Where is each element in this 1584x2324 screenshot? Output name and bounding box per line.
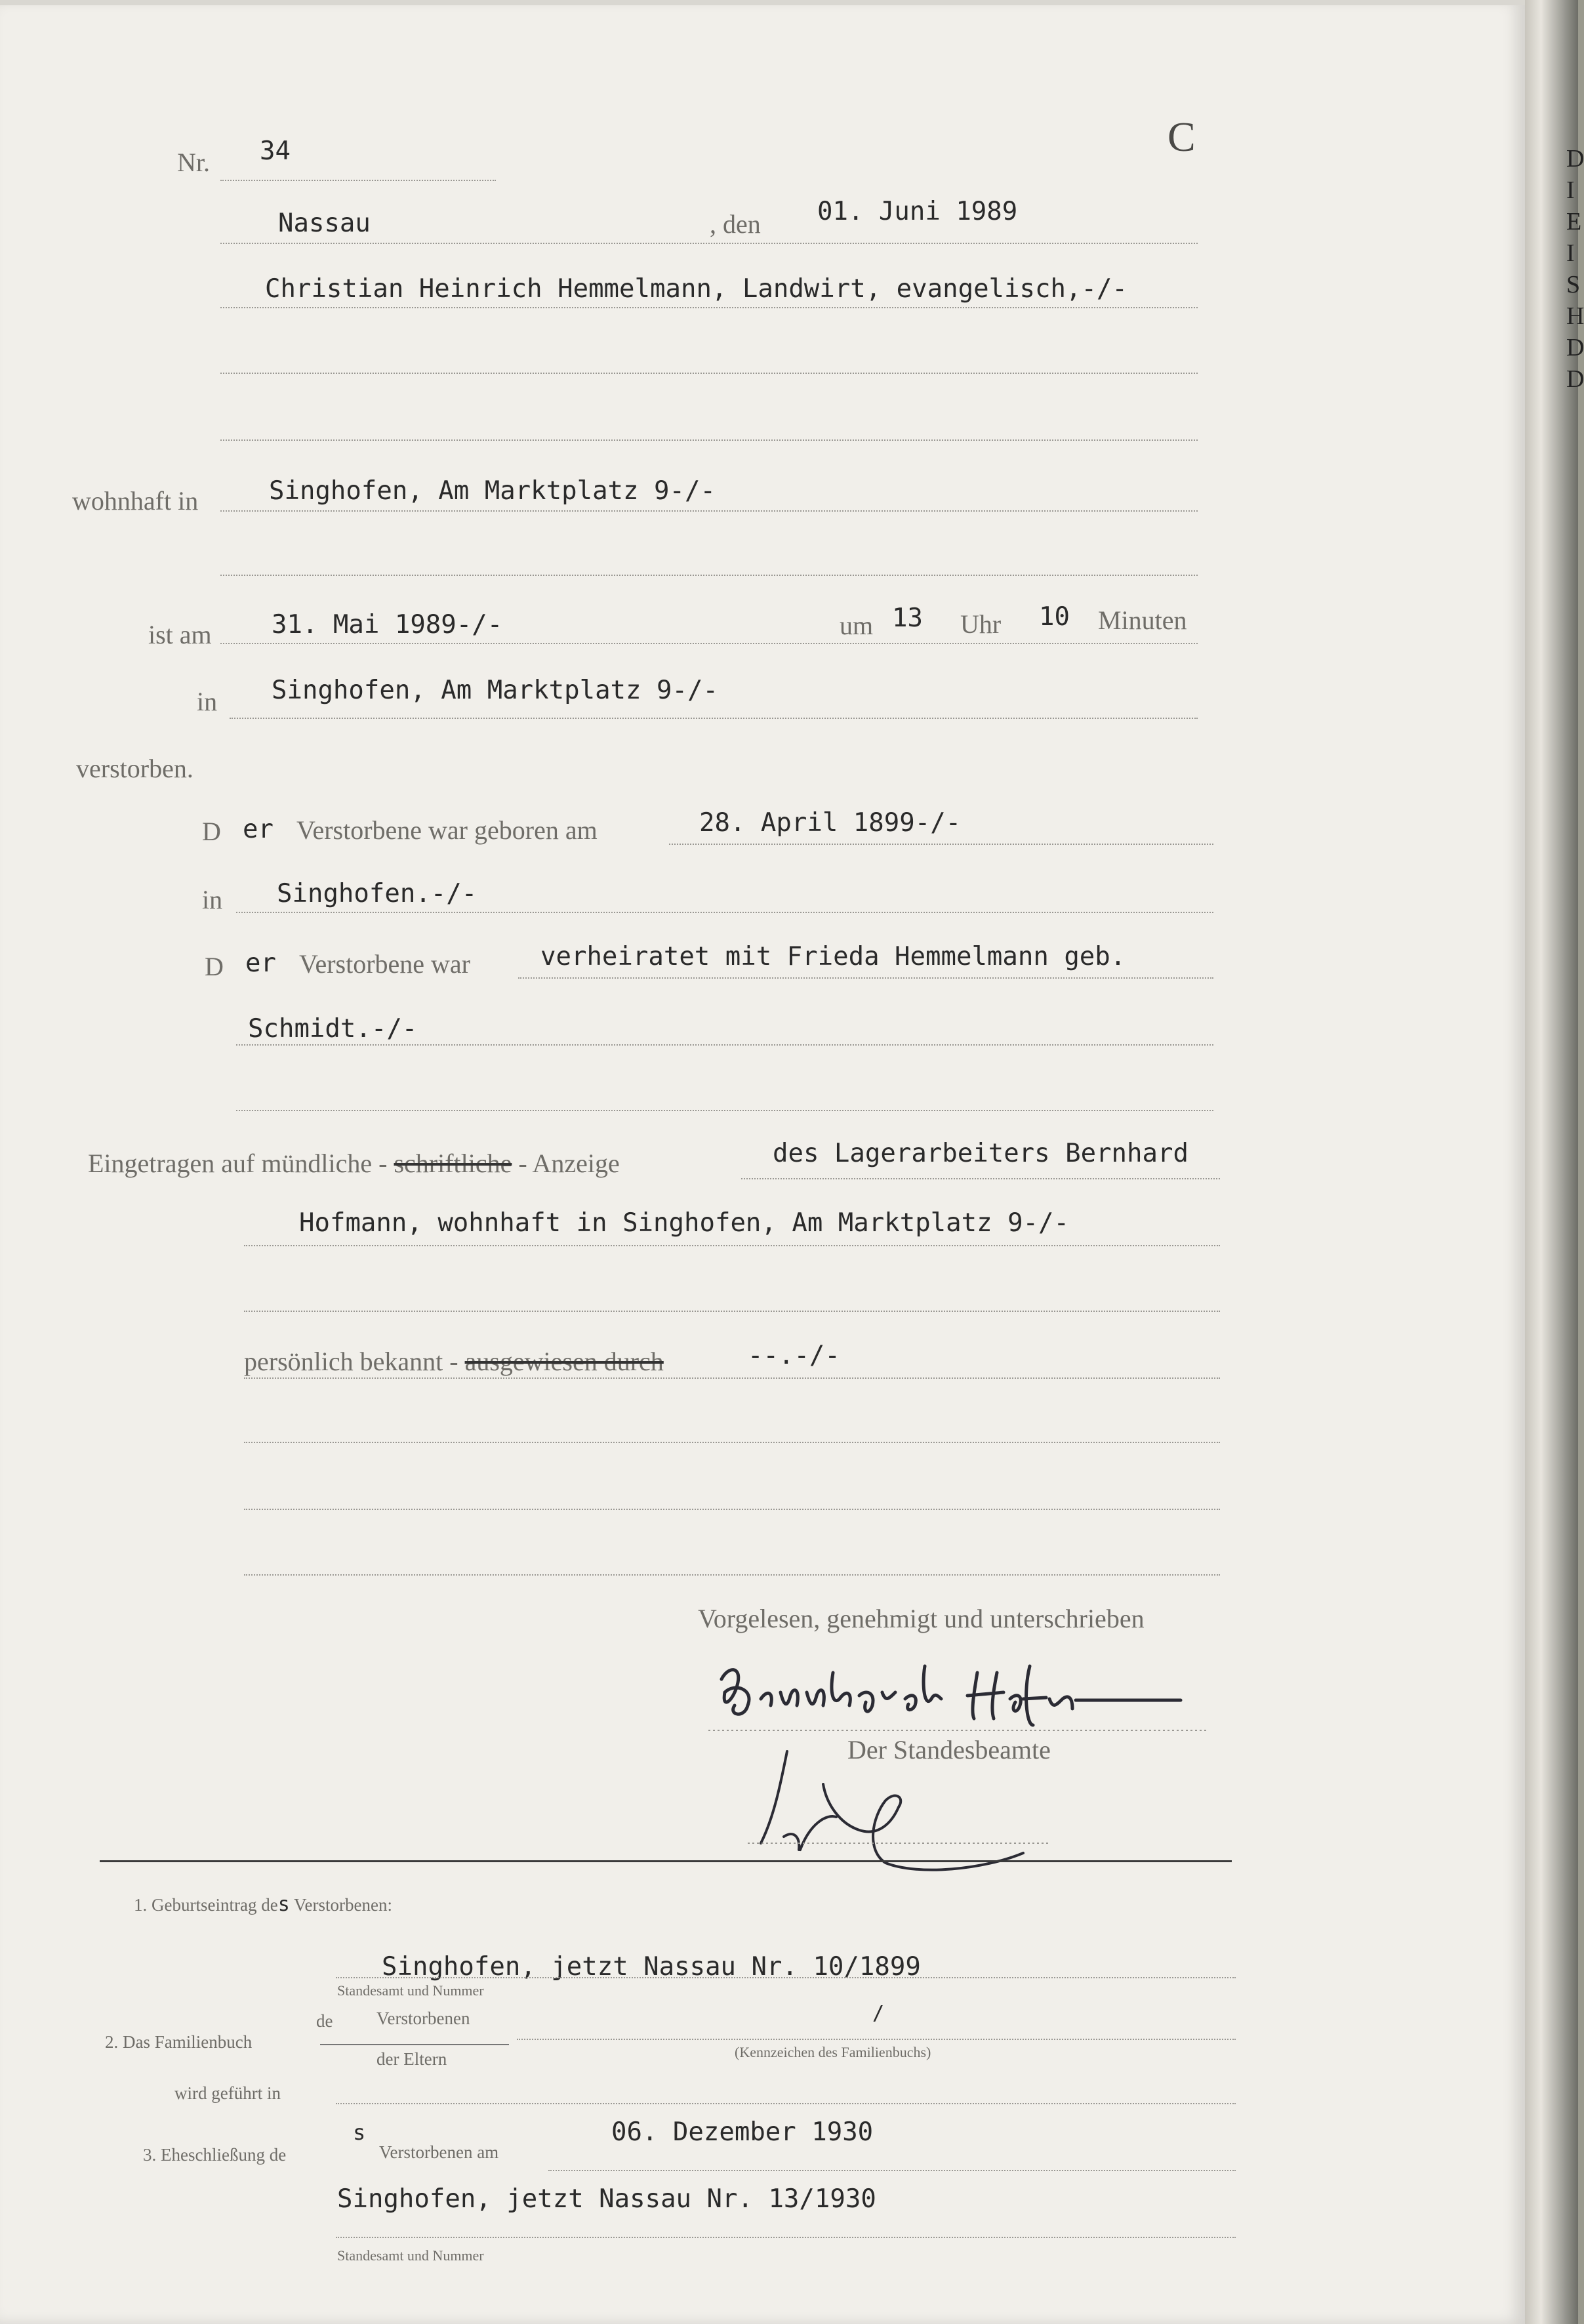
informant-rule-1	[741, 1178, 1220, 1179]
verstorben-label: verstorben.	[76, 754, 193, 783]
familienbuch-label: 2. Das Familienbuch	[105, 2032, 253, 2052]
informant-rule-2	[244, 1245, 1220, 1246]
register-letter: C	[1168, 113, 1196, 160]
informant-rule-3	[244, 1311, 1220, 1312]
status-er: er	[245, 948, 276, 978]
familienbuch-fraction-bar	[320, 2044, 509, 2045]
birth-place-label: in	[202, 885, 223, 914]
edge-letter: D	[1566, 365, 1584, 393]
marriage-place-rule	[336, 2237, 1236, 2238]
report-label-struck: schriftliche	[394, 1149, 512, 1178]
place-line	[220, 243, 1198, 244]
marriage-s: s	[353, 2120, 366, 2145]
deceased-name: Christian Heinrich Hemmelmann, Landwirt, evangelisch,-/-	[265, 274, 1127, 304]
um-label: um	[840, 611, 874, 640]
death-place-value: Singhofen, Am Marktplatz 9-/-	[272, 676, 718, 705]
death-hour: 13	[892, 603, 923, 633]
birth-place-value: Singhofen.-/-	[277, 879, 477, 908]
known-rule-2	[244, 1442, 1220, 1443]
place-value: Nassau	[278, 209, 371, 238]
death-date-value: 31. Mai 1989-/-	[272, 610, 503, 640]
nr-value: 34	[260, 136, 291, 166]
marriage-label-a: 3. Eheschließung de	[143, 2145, 287, 2165]
edge-letter: I	[1566, 176, 1575, 204]
read-approved-label: Vorgelesen, genehmigt und unterschrieben	[698, 1604, 1145, 1633]
birth-entry-caption: Standesamt und Nummer	[337, 1982, 484, 1999]
status-label: Verstorbene war	[299, 949, 470, 979]
residence-line	[220, 510, 1198, 512]
edge-letter: D	[1566, 334, 1584, 361]
minuten-label: Minuten	[1098, 605, 1187, 635]
informant-signature	[708, 1653, 1207, 1732]
name-line-2	[220, 373, 1198, 374]
familienbuch-option-2: der Eltern	[376, 2049, 447, 2069]
death-place-line	[230, 718, 1198, 719]
known-label-struck: ausgewiesen durch	[464, 1347, 664, 1376]
born-er: er	[243, 815, 274, 844]
death-place-label: in	[197, 687, 218, 716]
birth-entry-label	[134, 1893, 392, 1916]
registrar-signature	[748, 1745, 1089, 1876]
gefuehrt-label: wird geführt in	[174, 2083, 281, 2103]
informant-line-2: Hofmann, wohnhaft in Singhofen, Am Marktplatz 9-/-	[299, 1208, 1069, 1238]
footer-divider	[100, 1860, 1232, 1862]
marriage-label-b: Verstorbenen am	[379, 2142, 499, 2162]
birth-entry-rule	[336, 1977, 1236, 1978]
status-line-2: Schmidt.-/-	[248, 1014, 418, 1044]
known-rule-3	[244, 1509, 1220, 1510]
edge-letter: I	[1566, 239, 1575, 267]
status-line-3-rule	[236, 1110, 1213, 1111]
next-page-letters	[1566, 143, 1584, 395]
status-d: D	[205, 952, 224, 981]
status-line-2-rule	[236, 1044, 1213, 1046]
gefuehrt-rule	[336, 2103, 1236, 2104]
birth-date-value: 28. April 1899-/-	[699, 808, 962, 838]
born-label: Verstorbene war geboren am	[296, 815, 598, 845]
marriage-date-rule	[548, 2170, 1236, 2171]
registrar-label: Der Standesbeamte	[847, 1735, 1051, 1764]
informant-line-1: des Lagerarbeiters Bernhard	[773, 1139, 1188, 1168]
den-label: , den	[710, 209, 761, 239]
familienbuch-de: de	[316, 2011, 333, 2031]
birth-entry-label-a: 1. Geburtseintrag de	[134, 1895, 278, 1915]
death-date-label: ist am	[148, 620, 212, 649]
residence-line-2	[220, 575, 1198, 576]
marriage-date: 06. Dezember 1930	[611, 2117, 874, 2147]
known-label-a: persönlich bekannt -	[244, 1347, 458, 1376]
birth-entry-value: Singhofen, jetzt Nassau Nr. 10/1899	[382, 1952, 921, 1982]
edge-letter: D	[1566, 145, 1584, 173]
death-date-line	[220, 643, 1198, 644]
nr-line	[220, 180, 496, 181]
edge-letter: S	[1566, 271, 1581, 298]
birth-date-line	[669, 844, 1213, 845]
known-rule-4	[244, 1574, 1220, 1576]
residence-value: Singhofen, Am Marktplatz 9-/-	[269, 476, 716, 506]
edge-letter: H	[1566, 302, 1584, 330]
residence-label: wohnhaft in	[72, 486, 199, 516]
report-label-a: Eingetragen auf mündliche -	[88, 1149, 388, 1178]
death-minute: 10	[1039, 602, 1070, 632]
page-top-border	[0, 0, 1525, 5]
born-d: D	[202, 817, 221, 846]
nr-label: Nr.	[177, 148, 210, 177]
name-line-3	[220, 439, 1198, 441]
familienbuch-rule	[517, 2039, 1236, 2040]
known-value: --.-/-	[748, 1341, 840, 1370]
status-line-1-rule	[518, 977, 1213, 979]
birth-entry-label-b: Verstorbenen:	[294, 1895, 392, 1915]
uhr-label: Uhr	[960, 609, 1002, 639]
report-label-b: - Anzeige	[518, 1149, 620, 1178]
birth-entry-s: s	[277, 1893, 290, 1916]
familienbuch-slash: /	[872, 2002, 885, 2025]
report-label	[88, 1148, 620, 1179]
date-value: 01. Juni 1989	[817, 197, 1018, 226]
familienbuch-option-1: Verstorbenen	[376, 2008, 470, 2028]
familienbuch-caption: (Kennzeichen des Familienbuchs)	[735, 2044, 931, 2060]
known-rule	[244, 1377, 1220, 1379]
edge-letter: E	[1566, 208, 1582, 235]
known-label	[244, 1346, 664, 1377]
name-line-1	[220, 307, 1198, 308]
status-line-1: verheiratet mit Frieda Hemmelmann geb.	[540, 942, 1126, 971]
marriage-place: Singhofen, jetzt Nassau Nr. 13/1930	[337, 2184, 876, 2214]
birth-place-line	[236, 912, 1213, 913]
marriage-caption: Standesamt und Nummer	[337, 2247, 484, 2264]
